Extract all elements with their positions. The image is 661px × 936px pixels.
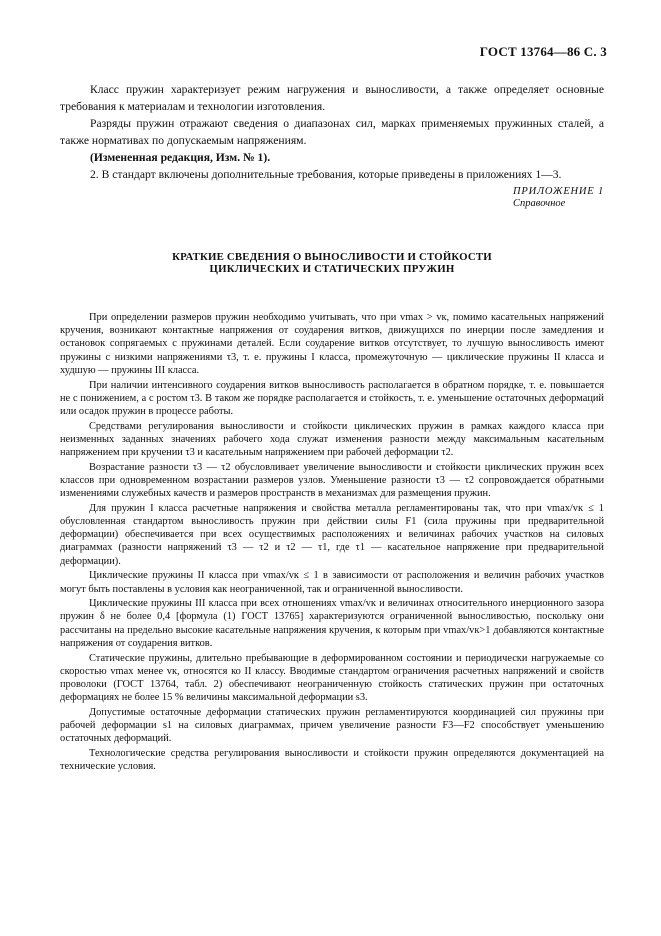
intro-paragraph: Класс пружин характеризует режим нагружения и выносливости, а также определяет основные требования к материалам и технологии изготовления. — [60, 83, 604, 113]
body-paragraph: Для пружин I класса расчетные напряжения и свойства металла регламентированы так, что при vmax/vк ≤ 1 обусловленная стандартом выносливость пружин при действии силы F1 (сила пружины при предварительной деформации) обеспечивается при всех осуществимых расположениях и величинах рабочих участков на силовых диаграммах (разности напряжений τ3 — τ2 и τ2 — τ1, где τ1 — касательное напряжение при предварительной деформации). — [60, 502, 604, 567]
amendment-note: (Измененная редакция, Изм. № 1). — [90, 151, 271, 164]
page-header: ГОСТ 13764—86 С. 3 — [479, 44, 607, 59]
section-heading-line: ЦИКЛИЧЕСКИХ И СТАТИЧЕСКИХ ПРУЖИН — [209, 263, 455, 275]
body-text — [60, 311, 604, 775]
section-heading-line: КРАТКИЕ СВЕДЕНИЯ О ВЫНОСЛИВОСТИ И СТОЙКОСТИ — [172, 251, 492, 263]
body-paragraph: Циклические пружины II класса при vmax/vк ≤ 1 в зависимости от расположения и величин рабочих участков могут быть поставлены в условия как неограниченной, так и ограниченной выносливости. — [60, 570, 604, 595]
appendix-label — [513, 186, 604, 210]
body-paragraph: Статические пружины, длительно пребывающие в деформированном состоянии и периодически нагружаемые со скоростью vmax менее vк, относятся ко II классу. Вводимые стандартом ограничения расчетных напряжений и свойств проволоки (ГОСТ 13764, табл. 2) обеспечивают неограниченную стойкость статических пружин при остаточных деформациях не более 15 % величины максимальной деформации s3. — [60, 652, 604, 704]
body-paragraph: Допустимые остаточные деформации статических пружин регламентируются координацией сил пружины при рабочей деформации s1 на силовых диаграммах, причем увеличение разности F3—F2 способствует уменьшению остаточных деформаций. — [60, 706, 604, 745]
appendix-subtitle: Справочное — [513, 198, 566, 209]
body-paragraph: Циклические пружины III класса при всех отношениях vmax/vк и величинах относительного инерционного зазора пружин δ не более 0,4 [формула (1) ГОСТ 13765] характеризуются ограниченной выносливостью, поскольку они рассчитаны на предельно высокие касательные напряжения кручения, к которым при vmax/vк>1 добавляются контактные напряжения от соударения витков. — [60, 598, 604, 649]
intro-item-2: 2. В стандарт включены дополнительные требования, которые приведены в приложениях 1—3. — [90, 168, 562, 181]
intro-paragraph: Разряды пружин отражают сведения о диапазонах сил, марках применяемых пружинных сталей, а также нормативах по допускаемым напряжениям. — [60, 117, 604, 147]
body-paragraph: Средствами регулирования выносливости и стойкости циклических пружин в рамках каждого класса при неизменных заданных значениях рабочего хода служат изменения разности между максимальным касательным напряжением при кручении τ3 и касательным напряжением при рабочей деформации τ2. — [60, 420, 604, 459]
body-paragraph: При определении размеров пружин необходимо учитывать, что при vmax > vк, помимо касательных напряжений кручения, возникают контактные напряжения от соударения витков, движущихся по инерции после замедления и остановок сопрягаемых с пружинами деталей. Если соударение витков отсутствует, то лучшую выносливость имеют пружины с низкими напряжениями τ3, т. е. пружины I класса, промежуточную — циклические пружины II класса и худшую — пружины III класса. — [60, 312, 604, 376]
body-paragraph: Технологические средства регулирования выносливости и стойкости пружин определяются документацией на технические условия. — [60, 748, 604, 773]
body-paragraph: При наличии интенсивного соударения витков выносливость располагается в обратном порядке, т. е. повышается не с понижением, а с ростом τ3. В таком же порядке располагается и стойкость, т. е. уменьшение остаточных деформаций или осадок пружин в процессе работы. — [60, 379, 604, 417]
intro-section — [60, 81, 604, 183]
body-paragraph: Возрастание разности τ3 — τ2 обусловливает увеличение выносливости и стойкости циклических пружин всех классов при одновременном возрастании размеров узлов. Уменьшение разности τ3 — τ2 сопровождается обратными изменениями служебных качеств и размеров пространств в механизмах для размещения пружин. — [60, 461, 604, 500]
section-heading — [60, 251, 604, 275]
appendix-title: ПРИЛОЖЕНИЕ 1 — [513, 186, 604, 197]
